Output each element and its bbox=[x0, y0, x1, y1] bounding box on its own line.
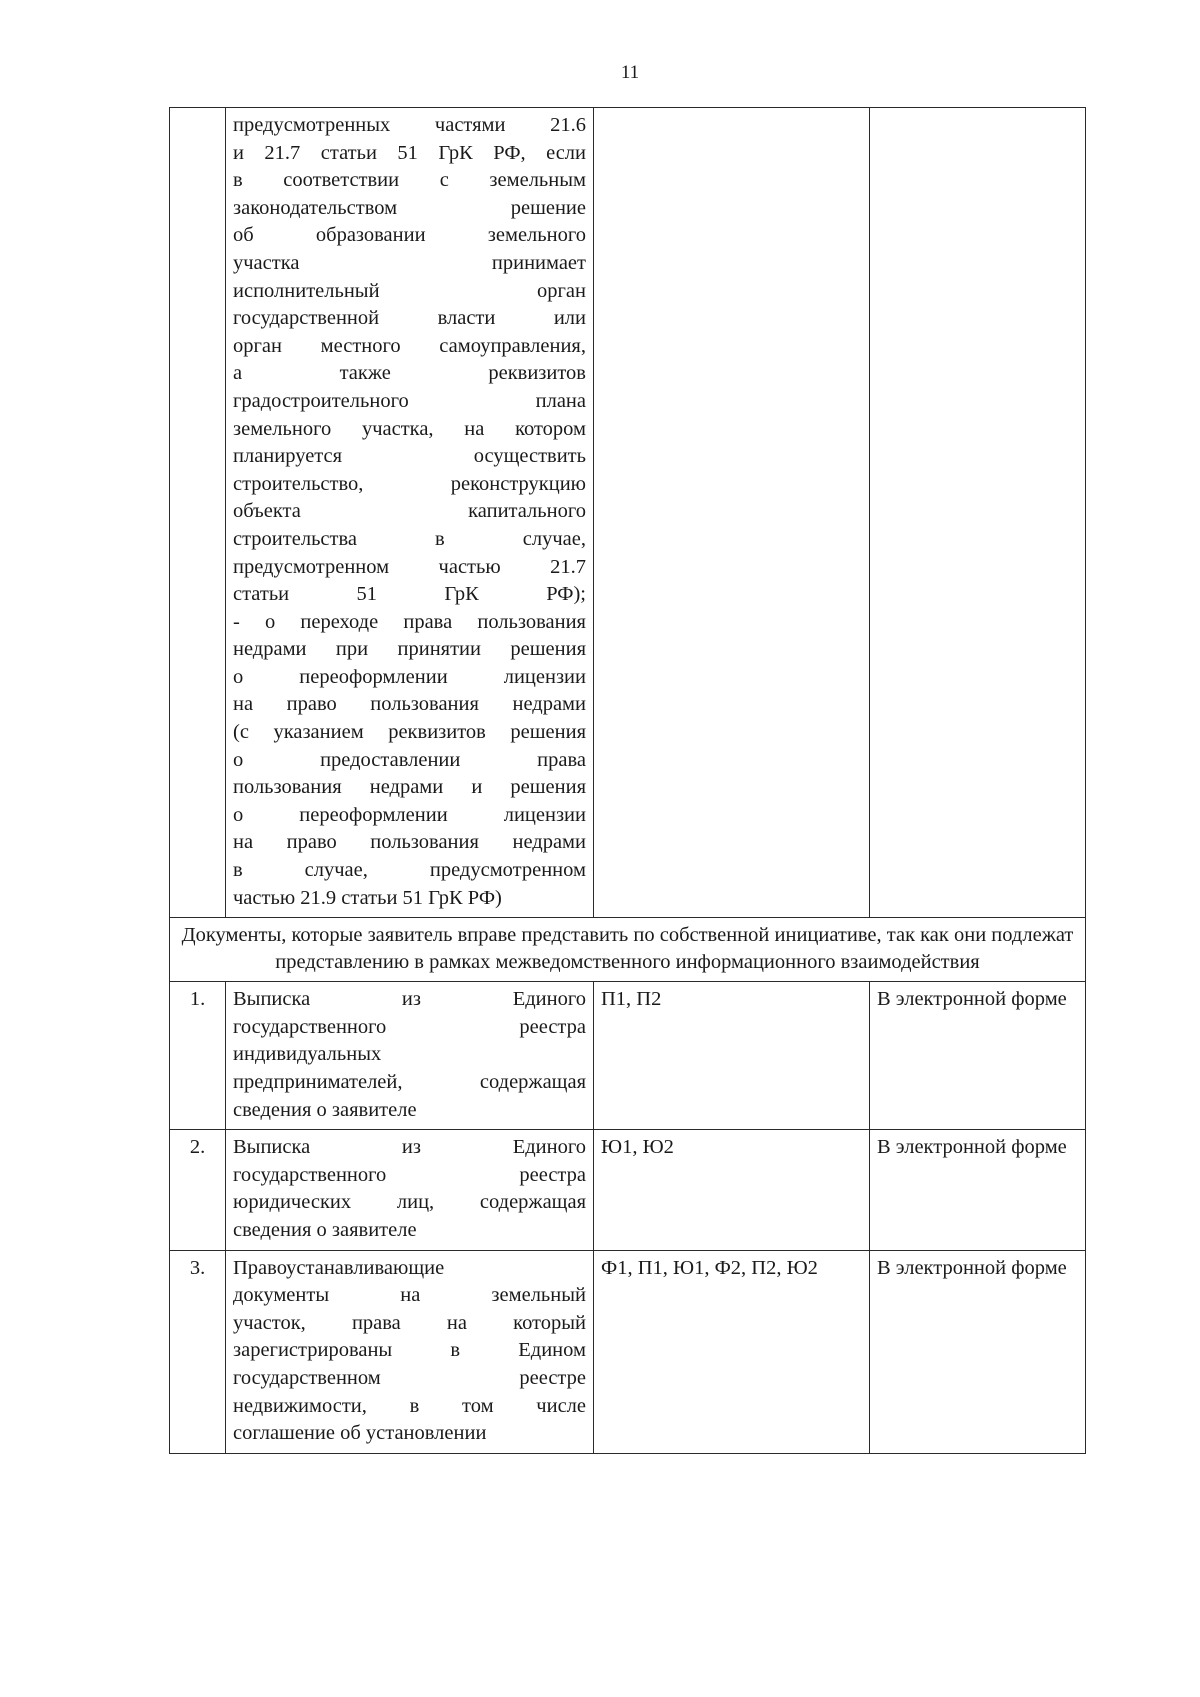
document-description bbox=[226, 1130, 594, 1250]
applicant-categories: П1, П2 bbox=[594, 982, 870, 1130]
text-line: Выписка из Единого bbox=[233, 988, 586, 1011]
text-line: на право пользования недрами bbox=[233, 693, 586, 716]
submission-form bbox=[870, 1250, 1086, 1453]
text-line: (с указанием реквизитов решения bbox=[233, 721, 586, 744]
form-text: В электронной форме bbox=[877, 1136, 1067, 1159]
text-line: государственного реестра bbox=[233, 1163, 586, 1186]
text-line: и 21.7 статьи 51 ГрК РФ, если bbox=[233, 141, 586, 164]
row-number: 2. bbox=[170, 1130, 226, 1250]
text-line: пользования недрами и решения bbox=[233, 776, 586, 799]
text-line: государственного реестра bbox=[233, 1015, 586, 1038]
table-row bbox=[170, 982, 1086, 1130]
row-number: 1. bbox=[170, 982, 226, 1130]
text-line: орган местного самоуправления, bbox=[233, 334, 586, 357]
text-line: Правоустанавливающие bbox=[233, 1256, 445, 1279]
documents-table bbox=[169, 107, 1086, 1454]
table-row bbox=[170, 1250, 1086, 1453]
submission-form bbox=[870, 1130, 1086, 1250]
text-line: исполнительный орган bbox=[233, 279, 586, 302]
text-line: участка принимает bbox=[233, 251, 586, 274]
text-line: недвижимости, в том числе bbox=[233, 1394, 586, 1417]
text-line: государственной власти или bbox=[233, 307, 586, 330]
text-line: предпринимателей, содержащая bbox=[233, 1071, 586, 1093]
number-cell bbox=[170, 108, 226, 918]
text-line: предусмотренных частями 21.6 bbox=[233, 114, 586, 136]
text-line: об образовании земельного bbox=[233, 224, 586, 247]
table-row bbox=[170, 1130, 1086, 1250]
description-cell bbox=[226, 108, 594, 918]
form-text: В электронной форме bbox=[877, 1256, 1067, 1279]
text-line: объекта капитального bbox=[233, 500, 586, 523]
text-line: планируется осуществить bbox=[233, 445, 586, 468]
document-description bbox=[226, 982, 594, 1130]
applicants-cell bbox=[594, 108, 870, 918]
text-line: - о переходе права пользования bbox=[233, 610, 586, 633]
text-line: юридических лиц, содержащая bbox=[233, 1191, 586, 1214]
text-line: предусмотренном частью 21.7 bbox=[233, 555, 586, 578]
text-line: о переоформлении лицензии bbox=[233, 665, 586, 688]
text-line: зарегистрированы в Едином bbox=[233, 1339, 586, 1362]
text-line: соглашение об установлении bbox=[233, 1422, 487, 1445]
submission-form bbox=[870, 982, 1086, 1130]
document-description bbox=[226, 1250, 594, 1453]
text-line: недрами при принятии решения bbox=[233, 638, 586, 661]
section-header-row bbox=[170, 918, 1086, 982]
text-line: о предоставлении права bbox=[233, 748, 586, 771]
text-line: частью 21.9 статьи 51 ГрК РФ) bbox=[233, 886, 502, 909]
text-line: в соответствии с земельным bbox=[233, 169, 586, 192]
text-line: земельного участка, на котором bbox=[233, 417, 586, 440]
text-line: градостроительного плана bbox=[233, 389, 586, 412]
text-line: законодательством решение bbox=[233, 196, 586, 219]
text-line: а также реквизитов bbox=[233, 362, 586, 385]
text-line: на право пользования недрами bbox=[233, 831, 586, 854]
text-line: строительство, реконструкцию bbox=[233, 472, 586, 495]
text-line: Выписка из Единого bbox=[233, 1136, 586, 1159]
text-line: документы на земельный bbox=[233, 1284, 586, 1307]
page-number: 11 bbox=[620, 62, 640, 83]
form-cell bbox=[870, 108, 1086, 918]
applicant-categories: Ф1, П1, Ю1, Ф2, П2, Ю2 bbox=[594, 1250, 870, 1453]
text-line: государственном реестре bbox=[233, 1366, 586, 1389]
text-line: сведения о заявителе bbox=[233, 1098, 417, 1121]
applicant-categories: Ю1, Ю2 bbox=[594, 1130, 870, 1250]
continuation-row bbox=[170, 108, 1086, 918]
text-line: о переоформлении лицензии bbox=[233, 803, 586, 826]
row-number: 3. bbox=[170, 1250, 226, 1453]
text-line: сведения о заявителе bbox=[233, 1218, 417, 1241]
text-line: участок, права на который bbox=[233, 1311, 586, 1334]
section-header: Документы, которые заявитель вправе представить по собственной инициативе, так как они подлежат представлению в рамках межведомственного информационного взаимодействия bbox=[170, 918, 1086, 982]
text-line: в случае, предусмотренном bbox=[233, 859, 586, 882]
text-line: статьи 51 ГрК РФ); bbox=[233, 583, 586, 606]
text-line: строительства в случае, bbox=[233, 527, 586, 550]
form-text: В электронной форме bbox=[877, 988, 1067, 1011]
text-line: индивидуальных bbox=[233, 1043, 382, 1066]
